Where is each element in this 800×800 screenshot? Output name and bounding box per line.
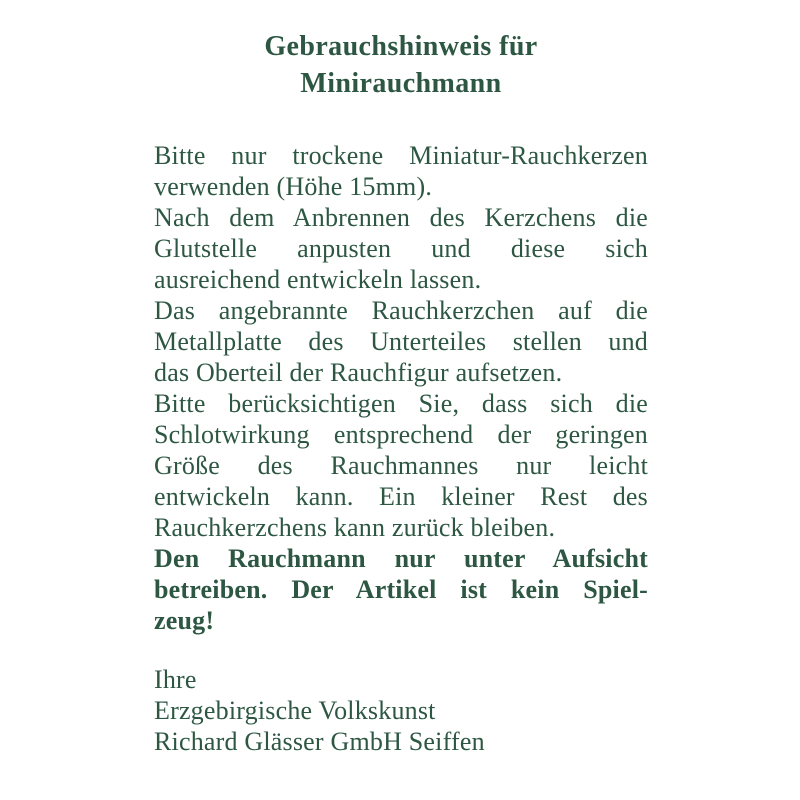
body-line: Bitte nur trockene Miniatur-Rauchkerzen [154,141,648,170]
instruction-body [154,140,648,636]
body-line: entwickeln kann. Ein kleiner Rest des [154,482,648,511]
paragraph-placement [154,295,648,388]
paragraph-smoke-effect [154,388,648,543]
body-line: Bitte berücksichtigen Sie, dass sich die [154,389,648,418]
body-line: Schlotwirkung entsprechend der geringen [154,420,648,449]
warning-line: betreiben. Der Artikel ist kein Spiel- [154,575,648,604]
page-title [154,28,648,102]
paragraph-warning [154,543,648,636]
body-line: Glutstelle anpusten und diese sich [154,234,648,263]
signature-line: Erzgebirgische Volkskunst [154,696,436,725]
title-line: Gebrauchshinweis für [264,31,538,62]
signature-line: Richard Glässer GmbH Seiffen [154,727,485,756]
body-line: Nach dem Anbrennen des Kerzchens die [154,203,648,232]
paragraph-candles [154,140,648,202]
body-line: Rauchkerzchens kann zurück bleiben. [154,513,556,542]
instruction-sheet [154,28,648,757]
body-line: das Oberteil der Rauchfigur aufsetzen. [154,358,563,387]
body-line: Metallplatte des Unterteiles stellen und [154,327,648,356]
body-line: Das angebrannte Rauchkerzchen auf die [154,296,648,325]
title-line: Minirauchmann [300,68,502,99]
body-line: verwenden (Höhe 15mm). [154,172,433,201]
body-line: Größe des Rauchmannes nur leicht [154,451,648,480]
body-line: ausreichend entwickeln lassen. [154,265,482,294]
warning-line: Den Rauchmann nur unter Aufsicht [154,544,648,573]
signature-block [154,664,648,757]
signature-line: Ihre [154,665,197,694]
paragraph-lighting [154,202,648,295]
warning-line: zeug! [154,606,215,635]
